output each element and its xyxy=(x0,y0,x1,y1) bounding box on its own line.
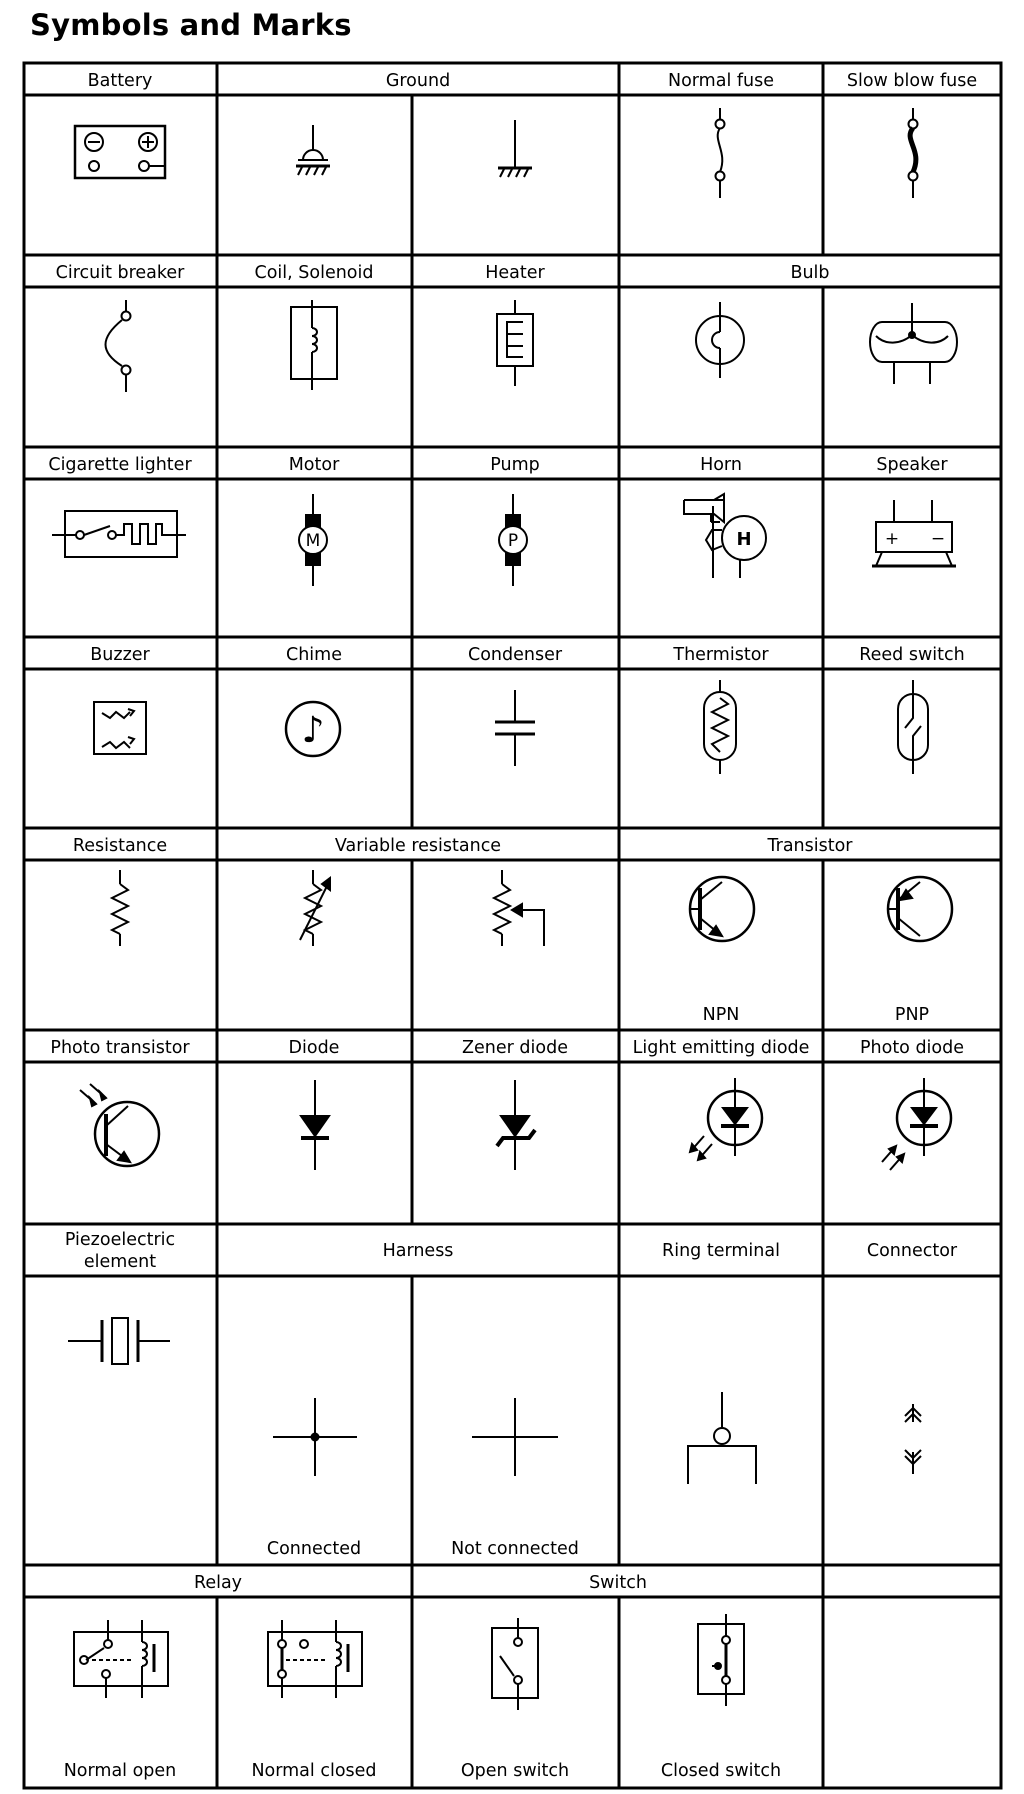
header-connector: Connector xyxy=(866,1241,958,1261)
header-relay: Relay xyxy=(193,1573,243,1593)
photo-diode-icon xyxy=(882,1078,951,1170)
header-pump: Pump xyxy=(490,455,540,475)
header-ground: Ground xyxy=(385,71,451,91)
harness-connected-icon xyxy=(273,1398,357,1476)
resistance-icon xyxy=(112,870,128,946)
speaker-minus: − xyxy=(930,529,946,549)
harness-not-connected-icon xyxy=(472,1398,558,1476)
transistor-npn-icon xyxy=(690,877,754,941)
header-transistor: Transistor xyxy=(767,836,853,856)
zener-diode-icon xyxy=(497,1080,535,1170)
motor-letter: M xyxy=(305,531,321,551)
open-switch-icon xyxy=(492,1618,538,1710)
thermistor-icon xyxy=(704,680,736,774)
double-filament-bulb-icon xyxy=(870,303,957,384)
header-speaker: Speaker xyxy=(876,455,948,475)
header-photo-transistor: Photo transistor xyxy=(50,1038,190,1058)
horn-letter: H xyxy=(736,529,752,550)
diode-icon xyxy=(301,1080,329,1170)
header-zener-diode: Zener diode xyxy=(462,1038,568,1058)
pump-icon xyxy=(499,494,527,586)
header-motor: Motor xyxy=(288,455,340,475)
header-battery: Battery xyxy=(87,71,153,91)
piezo-element-icon xyxy=(68,1318,170,1364)
relay-normal-open-icon xyxy=(74,1620,168,1698)
heater-icon xyxy=(497,300,533,386)
header-harness: Harness xyxy=(382,1241,454,1261)
ring-terminal-icon xyxy=(688,1392,756,1484)
header-normal-fuse: Normal fuse xyxy=(667,71,775,91)
caption-normal-open: Normal open xyxy=(63,1761,177,1781)
caption-open-switch: Open switch xyxy=(460,1761,570,1781)
caption-npn: NPN xyxy=(702,1005,740,1025)
caption-connected: Connected xyxy=(266,1539,362,1559)
ground-chassis-icon xyxy=(498,120,532,177)
header-bulb: Bulb xyxy=(790,263,830,283)
connector-icon xyxy=(905,1404,921,1474)
condenser-icon xyxy=(495,690,535,766)
header-circuit-breaker: Circuit breaker xyxy=(55,263,185,283)
header-piezo-line1: Piezoelectric xyxy=(64,1230,176,1250)
header-chime: Chime xyxy=(286,645,342,665)
caption-not-connected: Not connected xyxy=(451,1539,579,1559)
normal-fuse-icon xyxy=(716,108,725,198)
reed-switch-icon xyxy=(898,680,928,774)
caption-pnp: PNP xyxy=(894,1005,930,1025)
header-horn: Horn xyxy=(700,455,742,475)
header-ring-terminal: Ring terminal xyxy=(662,1241,780,1261)
horn-icon xyxy=(684,494,766,578)
header-led: Light emitting diode xyxy=(632,1038,810,1058)
pump-letter: P xyxy=(507,531,519,551)
motor-icon xyxy=(299,494,327,586)
chime-icon xyxy=(286,702,340,756)
caption-normal-closed: Normal closed xyxy=(251,1761,377,1781)
page-title: Symbols and Marks xyxy=(30,8,352,42)
caption-closed-switch: Closed switch xyxy=(660,1761,782,1781)
header-heater: Heater xyxy=(485,263,545,283)
led-icon xyxy=(690,1078,762,1160)
bulb-icon xyxy=(696,302,744,378)
battery-icon xyxy=(75,126,165,178)
header-resistance: Resistance xyxy=(72,836,168,856)
header-switch: Switch xyxy=(589,1573,647,1593)
coil-solenoid-icon xyxy=(291,300,337,390)
speaker-plus: + xyxy=(884,529,900,549)
transistor-pnp-icon xyxy=(888,877,952,941)
potentiometer-icon xyxy=(494,870,544,946)
speaker-icon xyxy=(872,500,956,566)
photo-transistor-icon xyxy=(80,1084,159,1166)
header-condenser: Condenser xyxy=(467,645,563,665)
variable-resistance-icon xyxy=(300,870,330,946)
chime-glyph: ♪ xyxy=(301,710,325,751)
header-cigarette-lighter: Cigarette lighter xyxy=(48,455,192,475)
header-photo-diode: Photo diode xyxy=(859,1038,965,1058)
header-coil-solenoid: Coil, Solenoid xyxy=(254,263,374,283)
closed-switch-icon xyxy=(698,1614,744,1706)
circuit-breaker-icon xyxy=(106,300,131,392)
buzzer-icon xyxy=(94,702,146,754)
header-buzzer: Buzzer xyxy=(90,645,150,665)
header-thermistor: Thermistor xyxy=(673,645,769,665)
ground-icon xyxy=(296,125,330,175)
slow-blow-fuse-icon xyxy=(909,108,918,198)
header-diode: Diode xyxy=(288,1038,340,1058)
header-piezo-line2: element xyxy=(83,1252,157,1272)
header-slow-blow-fuse: Slow blow fuse xyxy=(846,71,978,91)
header-reed-switch: Reed switch xyxy=(859,645,965,665)
relay-normal-closed-icon xyxy=(268,1620,362,1698)
cigarette-lighter-icon xyxy=(52,511,186,557)
header-variable-resistance: Variable resistance xyxy=(334,836,502,856)
